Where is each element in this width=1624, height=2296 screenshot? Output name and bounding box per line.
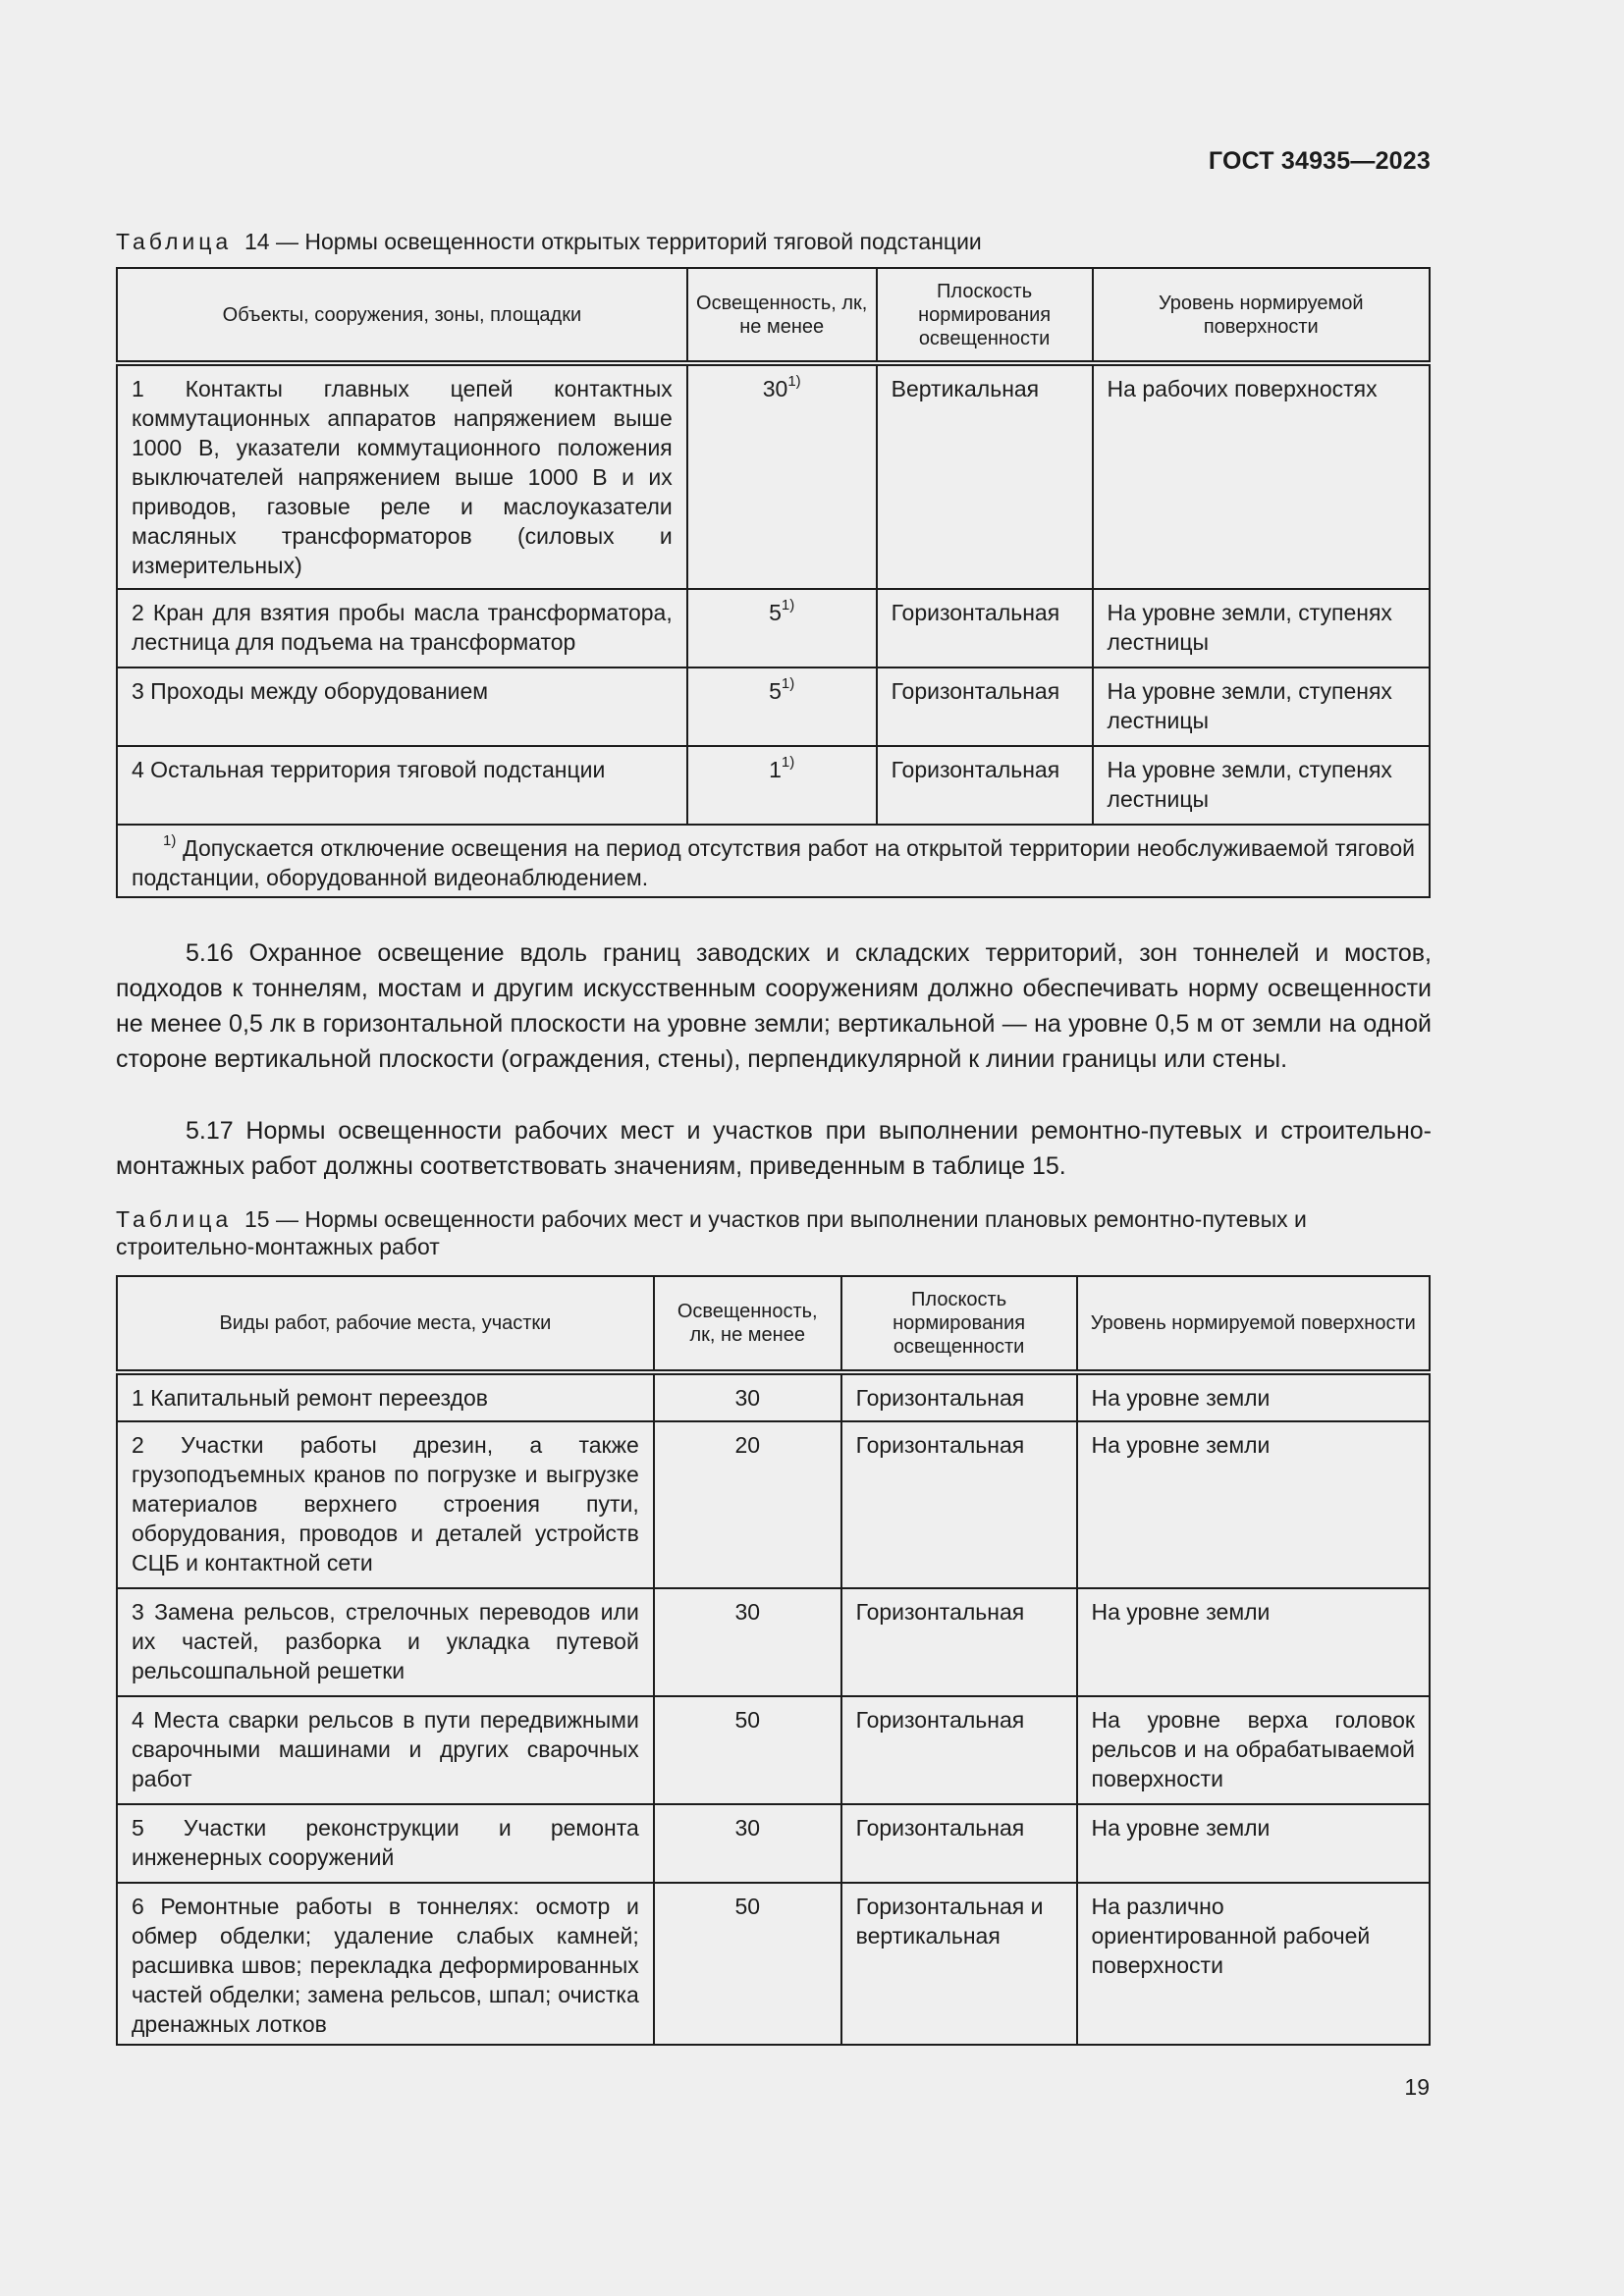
table-row: [117, 1372, 1430, 1421]
table14-cell-object: 3 Проходы между оборудованием: [117, 667, 687, 746]
table15-cell-work: 3 Замена рельсов, стрелочных переводов или их частей, разборка и укладка путевой рельсошпальной решетки: [117, 1588, 654, 1696]
table14-header-objects: Объекты, сооружения, зоны, площадки: [117, 268, 687, 363]
table14-cell-level: На рабочих поверхностях: [1093, 363, 1430, 589]
table15-cell-plane: Горизонтальная и вертикальная: [841, 1883, 1077, 2045]
table15-cell-lux: 20: [654, 1421, 841, 1588]
table14-header-plane: Плоскость нормирования освещенности: [877, 268, 1093, 363]
lux-value: 30: [762, 376, 788, 401]
lux-value: 1: [769, 757, 782, 782]
table15-cell-work: 4 Места сварки рельсов в пути передвижными сварочными машинами и других сварочных работ: [117, 1696, 654, 1804]
table14-caption-label: Таблица: [116, 229, 233, 254]
table14-cell-plane: Горизонтальная: [877, 746, 1093, 825]
table14-cell-level: На уровне земли, ступенях лестницы: [1093, 667, 1430, 746]
table-row: [117, 1588, 1430, 1696]
table15-cell-lux: 50: [654, 1696, 841, 1804]
document-id: ГОСТ 34935—2023: [1208, 147, 1431, 175]
table15-cell-level: На уровне земли: [1077, 1421, 1430, 1588]
table15-caption-label: Таблица: [116, 1206, 233, 1232]
paragraph-5-16: 5.16 Охранное освещение вдоль границ заводских и складских территорий, зон тоннелей и мостов, подходов к тоннелям, мостам и другим искусственным сооружениям должно обеспечивать норму освещенности не менее 0,5 лк в горизонтальной плоскости на уровне земли; вертикальной — на уровне 0,5 м от земли на одной стороне вертикальной плоскости (ограждения, стены), перпендикулярной к линии границы или стены.: [116, 939, 1432, 1073]
table15-cell-plane: Горизонтальная: [841, 1804, 1077, 1883]
table15-cell-work: 6 Ремонтные работы в тоннелях: осмотр и обмер обделки; удаление слабых камней; расшивка швов; перекладка деформированных частей обделки; замена рельсов, шпал; очистка дренажных лотков: [117, 1883, 654, 2045]
table15-cell-work: 1 Капитальный ремонт переездов: [117, 1372, 654, 1421]
table14-caption-text: 14 — Нормы освещенности открытых территорий тяговой подстанции: [244, 229, 982, 254]
table15-cell-level: На различно ориентированной рабочей поверхности: [1077, 1883, 1430, 2045]
table-row: [117, 363, 1430, 589]
table15-cell-plane: Горизонтальная: [841, 1588, 1077, 1696]
footnote-ref: 1): [787, 373, 801, 391]
table-row: [117, 1421, 1430, 1588]
table14-cell-lux: [687, 589, 877, 667]
table15-cell-plane: Горизонтальная: [841, 1421, 1077, 1588]
table15-header-lux: Освещенность, лк, не менее: [654, 1276, 841, 1372]
table15-cell-level: На уровне земли: [1077, 1588, 1430, 1696]
table14-cell-object: 1 Контакты главных цепей контактных коммутационных аппаратов напряжением выше 1000 В, указатели коммутационного положения выключателей напряжением выше 1000 В и их приводов, газовые реле и маслоуказатели масляных трансформаторов (силовых и измерительных): [117, 363, 687, 589]
table14-cell-lux: [687, 746, 877, 825]
table-row: [117, 1804, 1430, 1883]
table15-cell-lux: 30: [654, 1588, 841, 1696]
table15-cell-level: На уровне земли: [1077, 1804, 1430, 1883]
table15-cell-lux: 30: [654, 1804, 841, 1883]
table14-cell-plane: Вертикальная: [877, 363, 1093, 589]
footnote-ref: 1): [781, 675, 795, 693]
table15-caption: [116, 1205, 1432, 1260]
table15-cell-lux: 30: [654, 1372, 841, 1421]
table15-cell-plane: Горизонтальная: [841, 1696, 1077, 1804]
table15-cell-level: На уровне земли: [1077, 1372, 1430, 1421]
table14-footnote-row: [117, 825, 1430, 897]
table15-header-plane: Плоскость нормирования освещенности: [841, 1276, 1077, 1372]
footnote-ref: 1): [781, 597, 795, 614]
table14-cell-object: 4 Остальная территория тяговой подстанции: [117, 746, 687, 825]
table14-header-level: Уровень нормируемой поверхности: [1093, 268, 1430, 363]
table14-cell-level: На уровне земли, ступенях лестницы: [1093, 589, 1430, 667]
table15-cell-level: На уровне верха головок рельсов и на обрабатываемой поверхности: [1077, 1696, 1430, 1804]
table15-cell-work: 5 Участки реконструкции и ремонта инженерных сооружений: [117, 1804, 654, 1883]
table15-caption-text: 15 — Нормы освещенности рабочих мест и участков при выполнении плановых ремонтно-путевых и строительно-монтажных работ: [116, 1206, 1307, 1259]
footnote-mark: 1): [163, 832, 177, 850]
table-row: [117, 667, 1430, 746]
table14-footnote: [117, 825, 1430, 897]
table-row: [117, 589, 1430, 667]
table15-cell-lux: 50: [654, 1883, 841, 2045]
table15-cell-plane: Горизонтальная: [841, 1372, 1077, 1421]
table-row: [117, 746, 1430, 825]
page-number: 19: [1404, 2074, 1430, 2100]
table14-header-lux: Освещенность, лк, не менее: [687, 268, 877, 363]
table15-header-level: Уровень нормируемой поверхности: [1077, 1276, 1430, 1372]
lux-value: 5: [769, 678, 782, 704]
table-row: [117, 1696, 1430, 1804]
table14-cell-plane: Горизонтальная: [877, 667, 1093, 746]
table14-cell-level: На уровне земли, ступенях лестницы: [1093, 746, 1430, 825]
footnote-ref: 1): [781, 754, 795, 772]
table14-cell-lux: [687, 667, 877, 746]
table15: [116, 1275, 1431, 2046]
table-row: [117, 1883, 1430, 2045]
table14-cell-lux: [687, 363, 877, 589]
table14-cell-plane: Горизонтальная: [877, 589, 1093, 667]
table14-cell-object: 2 Кран для взятия пробы масла трансформатора, лестница для подъема на трансформатор: [117, 589, 687, 667]
lux-value: 5: [769, 600, 782, 625]
table14-caption: [116, 228, 1432, 255]
table15-header-works: Виды работ, рабочие места, участки: [117, 1276, 654, 1372]
table14: [116, 267, 1431, 898]
table15-cell-work: 2 Участки работы дрезин, а также грузоподъемных кранов по погрузке и выгрузке материалов верхнего строения пути, оборудования, проводов и деталей устройств СЦБ и контактной сети: [117, 1421, 654, 1588]
paragraph-5-17: 5.17 Нормы освещенности рабочих мест и участков при выполнении ремонтно-путевых и строительно-монтажных работ должны соответствовать значениям, приведенным в таблице 15.: [116, 1117, 1432, 1180]
footnote-text: Допускается отключение освещения на период отсутствия работ на открытой территории необслуживаемой тяговой подстанции, оборудованной видеонаблюдением.: [132, 835, 1416, 890]
